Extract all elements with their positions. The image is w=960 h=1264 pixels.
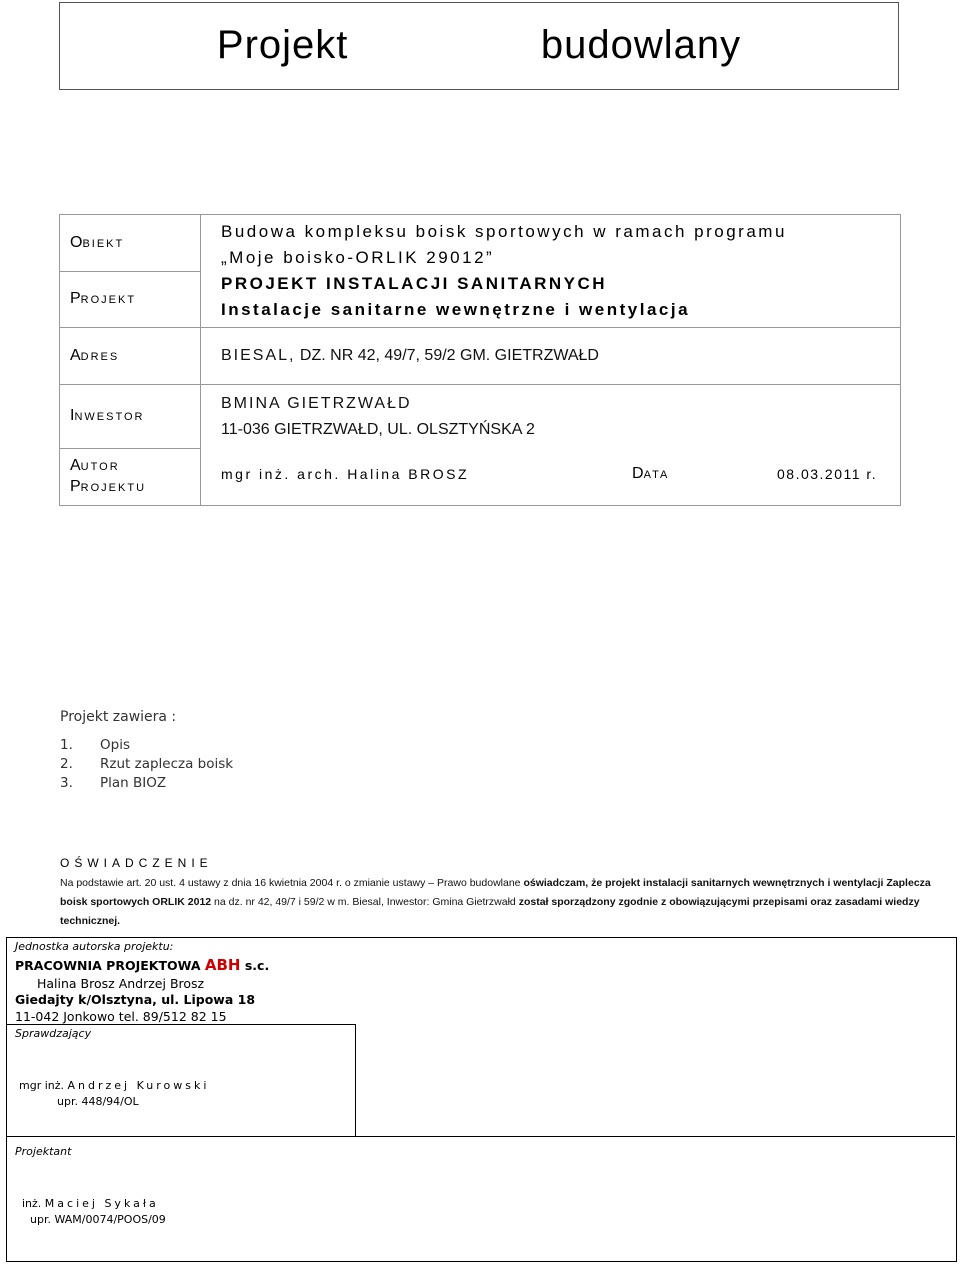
list-item: 3. Plan BIOZ: [60, 775, 167, 791]
info-table: [59, 214, 901, 506]
divider: [355, 1024, 356, 1136]
projektant-upr: upr. WAM/0074/POOS/09: [30, 1213, 166, 1226]
inwestor-autor-cell: [201, 385, 901, 506]
contents-section: [60, 709, 233, 793]
signature-box: [6, 937, 957, 1262]
list-item: 2. Rzut zaplecza boisk: [60, 756, 234, 772]
pracownia-phone: 11-042 Jonkowo tel. 89/512 82 15: [15, 1009, 227, 1024]
divider: [7, 1024, 355, 1025]
document-title: Projekt budowlany: [216, 23, 742, 67]
divider: [7, 1136, 955, 1137]
projektant-label: Projektant: [15, 1145, 72, 1158]
sprawdzajacy-label: Sprawdzający: [15, 1027, 92, 1040]
adres-prefix: BIESAL,: [221, 347, 296, 364]
title-box: [59, 2, 899, 90]
designer-names: Halina Brosz Andrzej Brosz: [37, 976, 205, 991]
oswiadczenie-text: Na podstawie art. 20 ust. 4 ustawy z dnia 16 kwietnia 2004 r. o zmianie ustawy – Prawo budowlane oświadczam, że projekt instalacji sanitarnych wewnętrznych i wentylacji Zaplecza boisk sportowych ORLIK 2012 na dz. nr 42, 49/7 i 59/2 w m. Biesal, Inwestor: Gmina Gietrzwałd został sporządzony zgodnie z obowiązującymi przepisami oraz zasadami wiedzy technicznej.: [60, 877, 931, 927]
contents-list: [60, 736, 233, 793]
inwestor-line2: 11-036 GIETRZWAŁD, UL. OLSZTYŃSKA 2: [221, 421, 535, 438]
label-inwestor: INWESTOR: [60, 385, 201, 449]
autor-name: mgr inż. arch. Halina BROSZ: [221, 466, 469, 482]
contents-heading: Projekt zawiera :: [60, 709, 177, 725]
sprawdzajacy-upr: upr. 448/94/OL: [57, 1095, 139, 1108]
inwestor-line1: BMINA GIETRZWAŁD: [221, 395, 412, 412]
projekt-line1: PROJEKT INSTALACJI SANITARNYCH: [221, 274, 608, 293]
label-autor-projektu: AUTOR PROJEKTU: [60, 449, 201, 506]
autor-date: 08.03.2011 r.: [777, 466, 878, 482]
sprawdzajacy-name: mgr inż. Andrzej Kurowski: [19, 1079, 210, 1092]
data-label: DATA: [632, 465, 670, 482]
oswiadczenie-heading: OŚWIADCZENIE: [60, 856, 213, 870]
jednostka-label: Jednostka autorska projektu:: [15, 940, 174, 953]
autor-row: [221, 443, 900, 505]
pracownia-address: Giedajty k/Olsztyna, ul. Lipowa 18: [15, 992, 256, 1007]
label-projekt: PROJEKT: [60, 272, 201, 328]
list-item: 1. Opis: [60, 737, 130, 753]
adres-cell: [201, 328, 901, 385]
obiekt-line2: „Moje boisko-ORLIK 29012”: [221, 248, 495, 267]
label-obiekt: OBIEKT: [60, 215, 201, 272]
obiekt-line1: Budowa kompleksu boisk sportowych w ramach programu: [221, 222, 787, 241]
obiekt-projekt-cell: [201, 215, 901, 328]
label-adres: ADRES: [60, 328, 201, 385]
pracownia-name: PRACOWNIA PROJEKTOWA ABH s.c.: [15, 956, 270, 974]
adres-value: DZ. NR 42, 49/7, 59/2 GM. GIETRZWAŁD: [295, 347, 599, 364]
projekt-line2: Instalacje sanitarne wewnętrzne i wentylacja: [221, 300, 691, 319]
projektant-name: inż. Maciej Sykała: [22, 1197, 159, 1210]
